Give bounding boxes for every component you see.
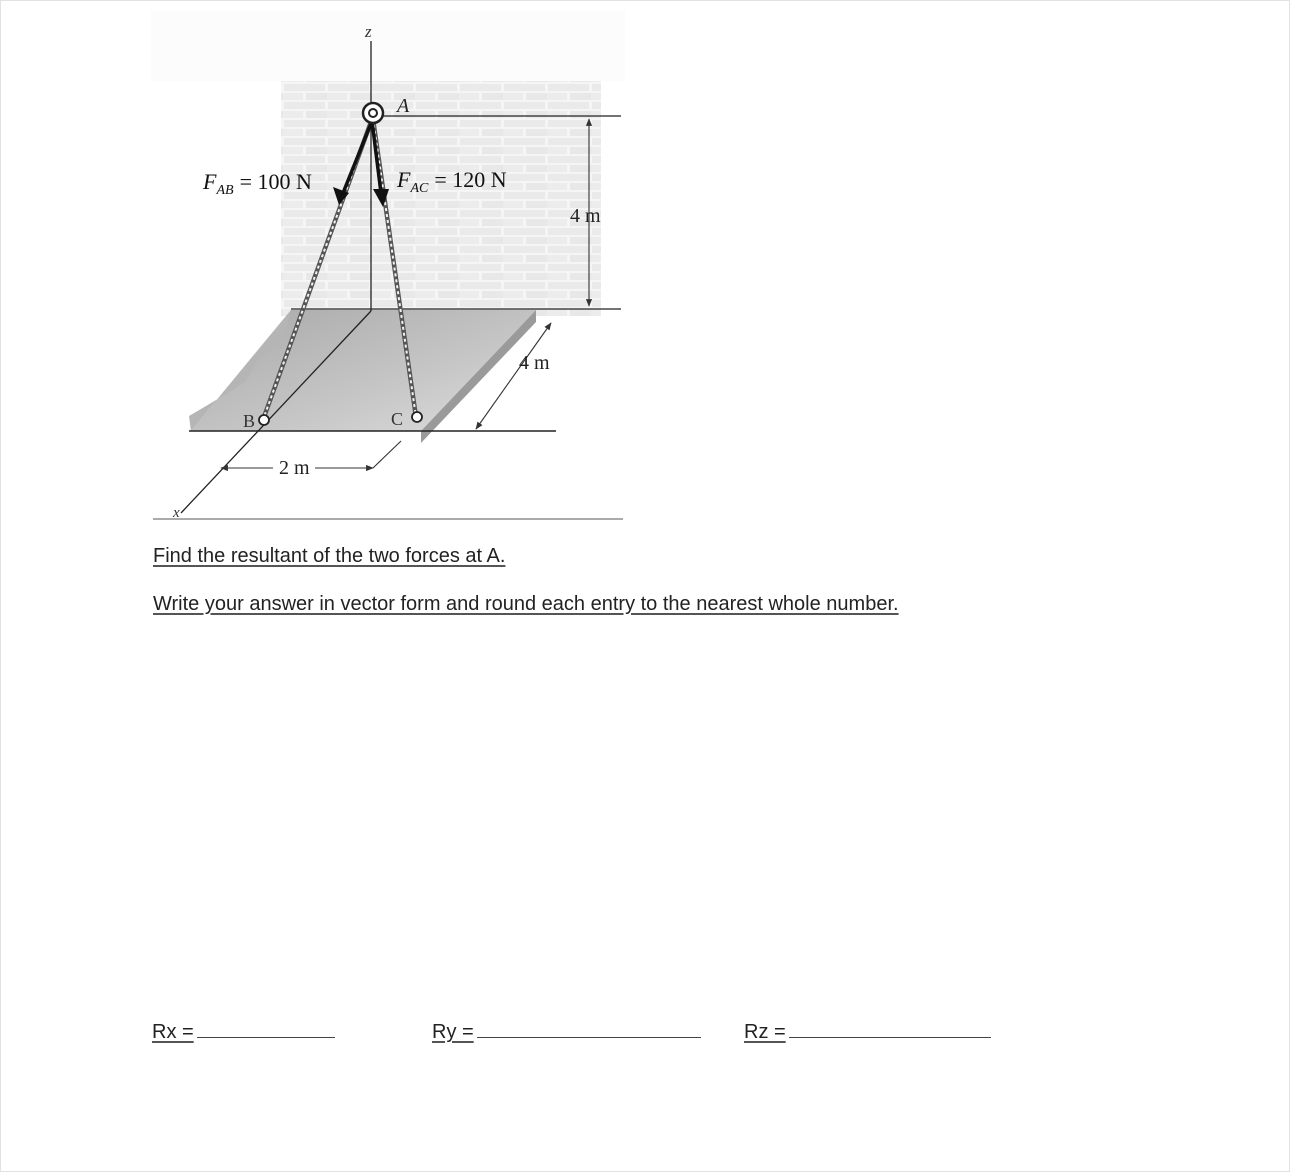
depth-dimension-label: 4 m (519, 352, 550, 374)
point-c-label: C (391, 409, 404, 429)
z-axis-label: z (365, 22, 372, 41)
answer-rz-label: Rz = (744, 1021, 786, 1043)
force-diagram-figure (151, 11, 625, 521)
answer-ry (432, 1019, 701, 1044)
x-axis-label: x (173, 505, 180, 521)
point-b-label: B (243, 411, 256, 431)
width-dimension-label: 2 m (279, 457, 310, 479)
ring-a (363, 103, 383, 123)
anchor-b (259, 415, 269, 425)
force-ab-label: $F_{AB} = 100$ N (203, 169, 312, 198)
answer-rz-blank[interactable] (789, 1019, 991, 1038)
answer-ry-label: Ry = (432, 1021, 474, 1043)
answer-rx-blank[interactable] (197, 1019, 335, 1038)
answer-rx-label: Rx = (152, 1021, 194, 1043)
point-a-label: A (397, 95, 410, 117)
width-dimension (221, 441, 401, 468)
force-ac-label: $F_{AC} = 120$ N (397, 167, 507, 196)
question-line-2: Write your answer in vector form and round each entry to the nearest whole number. (153, 593, 899, 615)
brick-wall (151, 11, 625, 316)
answer-rz (744, 1019, 991, 1044)
answer-ry-blank[interactable] (477, 1019, 701, 1038)
answer-rx (152, 1019, 335, 1044)
question-line-1: Find the resultant of the two forces at A. (153, 545, 506, 567)
height-dimension-label: 4 m (570, 205, 601, 227)
anchor-c (412, 412, 422, 422)
